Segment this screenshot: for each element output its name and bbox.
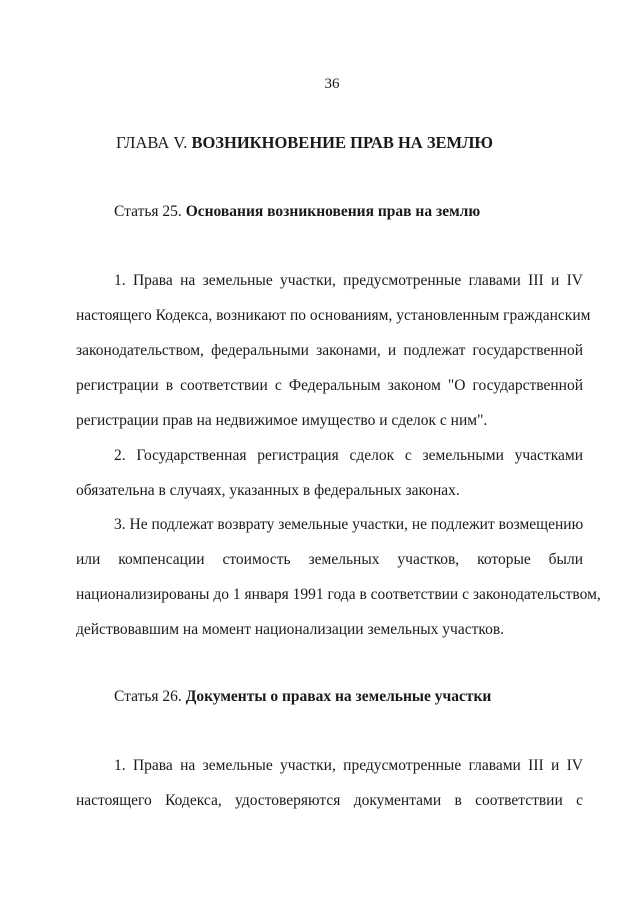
article-25-heading bbox=[114, 203, 480, 221]
article-25-p3-line-2: или компенсации стоимость земельных участков, которые были bbox=[76, 551, 583, 568]
article-26-label: Статья 26. bbox=[114, 688, 182, 705]
article-26-p1-line-1: 1. Права на земельные участки, предусмотренные главами III и IV bbox=[114, 757, 583, 774]
article-26-heading bbox=[114, 688, 491, 706]
article-26-title: Документы о правах на земельные участки bbox=[185, 688, 492, 705]
article-25-label: Статья 25. bbox=[114, 203, 182, 220]
chapter-title: ВОЗНИКНОВЕНИЕ ПРАВ НА ЗЕМЛЮ bbox=[191, 133, 493, 152]
article-25-p3-line-3: национализированы до 1 января 1991 года в соответствии с законодательством, bbox=[76, 586, 601, 603]
article-25-p2-line-1: 2. Государственная регистрация сделок с земельными участками bbox=[114, 447, 583, 464]
article-25-p1-line-4: регистрации в соответствии с Федеральным законом "О государственной bbox=[76, 377, 583, 394]
article-26-p1-line-2: настоящего Кодекса, удостоверяются документами в соответствии с bbox=[76, 792, 583, 809]
article-25-p2-line-2: обязательна в случаях, указанных в федеральных законах. bbox=[76, 482, 460, 499]
article-25-p1-line-2: настоящего Кодекса, возникают по основаниям, установленным гражданским bbox=[76, 307, 591, 324]
article-25-title: Основания возникновения прав на землю bbox=[185, 203, 481, 220]
article-25-p1-line-5: регистрации прав на недвижимое имущество и сделок с ним". bbox=[76, 412, 488, 429]
article-25-p1-line-1: 1. Права на земельные участки, предусмотренные главами III и IV bbox=[114, 272, 583, 289]
article-25-p3-line-4: действовавшим на момент национализации земельных участков. bbox=[76, 621, 505, 638]
chapter-label: ГЛАВА V. bbox=[116, 133, 188, 152]
article-25-p3-line-1: 3. Не подлежат возврату земельные участки, не подлежит возмещению bbox=[114, 516, 584, 533]
chapter-heading bbox=[116, 133, 493, 153]
page-number: 36 bbox=[324, 76, 340, 92]
article-25-p1-line-3: законодательством, федеральными законами, и подлежат государственной bbox=[76, 342, 583, 359]
